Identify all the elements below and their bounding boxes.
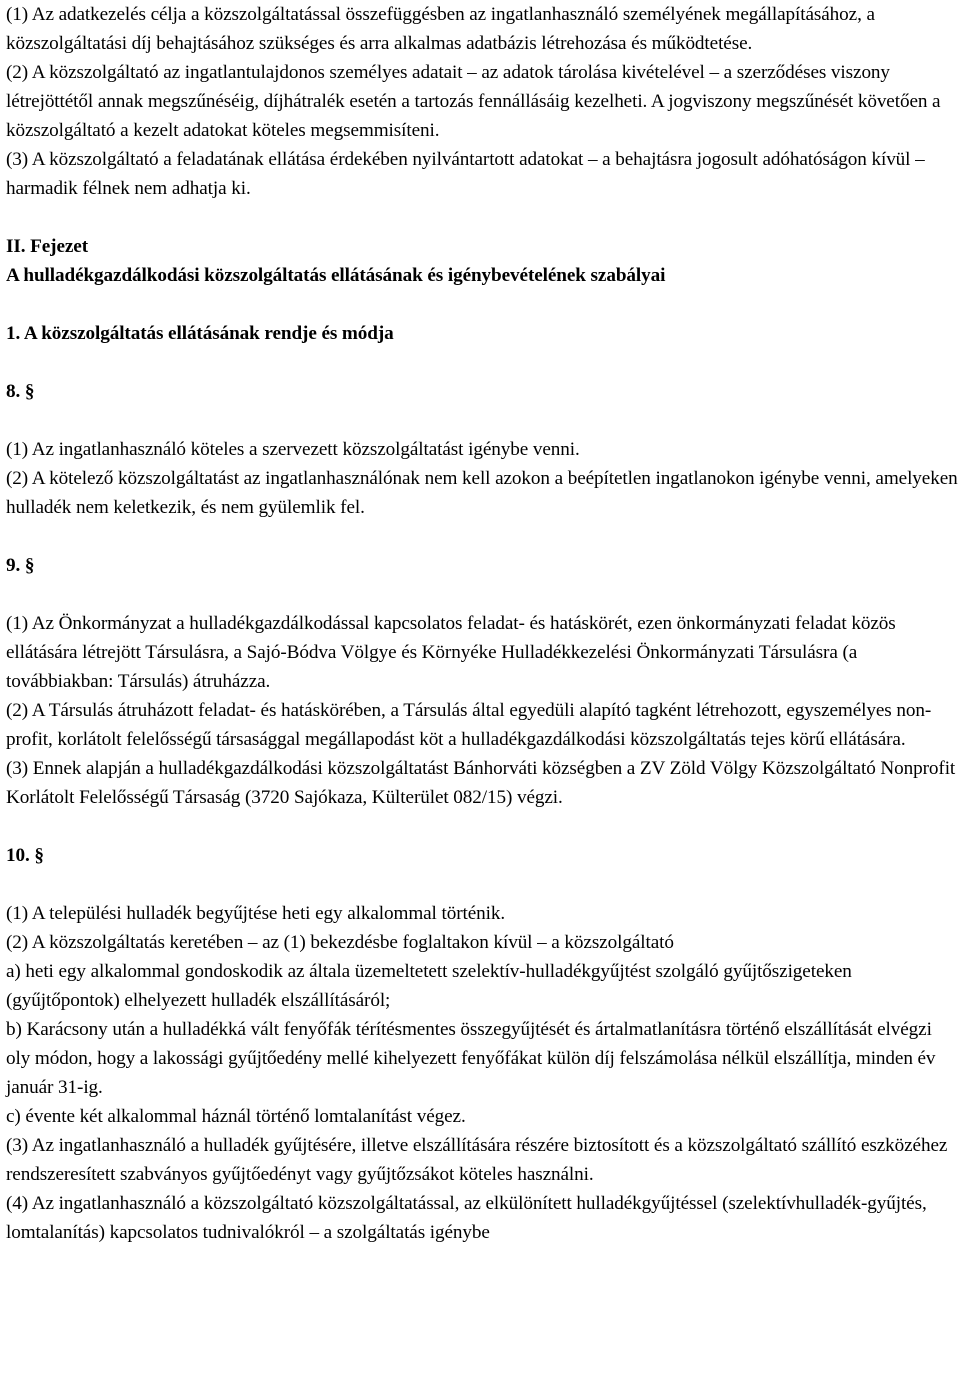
intro-paragraph-1: (1) Az adatkezelés célja a közszolgáltatással összefüggésben az ingatlanhasználó személyének megállapításához, a közszolgáltatási díj behajtásához szükséges és arra alkalmas adatbázis létrehozása és működtetése.	[6, 4, 875, 54]
section-sign: §	[24, 381, 35, 402]
intro-paragraph-3: (3) A közszolgáltató a feladatának ellátása érdekében nyilvántartott adatokat – a behajtásra jogosult adóhatóságon kívül – harmadik félnek nem adhatja ki.	[6, 149, 925, 199]
section-number: 8.	[6, 381, 21, 402]
document-body	[6, 0, 960, 1247]
section-heading-8	[6, 377, 960, 406]
section-9-paragraph-1: (1) Az Önkormányzat a hulladékgazdálkodással kapcsolatos feladat- és hatáskörét, ezen önkormányzati feladat közös ellátására létrejött Társulásra, a Sajó-Bódva Völgye és Környéke Hulladékkezelési Önkormányzati Társulásra (a továbbiakban: Társulás) átruházza.	[6, 613, 896, 692]
section-8-paragraph-2: (2) A kötelező közszolgáltatást az ingatlanhasználónak nem kell azokon a beépítetlen ingatlanokon igénybe venni, amelyeken hulladék nem keletkezik, és nem gyülemlik fel.	[6, 468, 958, 518]
section-heading-9	[6, 551, 960, 580]
spacer	[6, 406, 960, 435]
spacer	[6, 203, 960, 232]
section-10-item-a: a) heti egy alkalommal gondoskodik az általa üzemeltetett szelektív-hulladékgyűjtést szolgáló gyűjtőszigeteken (gyűjtőpontok) elhelyezett hulladék elszállításáról;	[6, 961, 852, 1011]
spacer	[6, 290, 960, 319]
intro-paragraph-2: (2) A közszolgáltató az ingatlantulajdonos személyes adatait – az adatok tárolása kivételével – a szerződéses viszony létrejöttétől annak megszűnéséig, díjhátralék esetén a tartozás fennállásáig kezelheti. A jogviszony megszűnését követően a közszolgáltató a kezelt adatokat köteles megsemmisíteni.	[6, 62, 941, 141]
spacer	[6, 348, 960, 377]
section-sign: §	[34, 845, 44, 866]
chapter-number: II. Fejezet	[6, 236, 88, 257]
spacer	[6, 870, 960, 899]
spacer	[6, 812, 960, 841]
spacer	[6, 580, 960, 609]
section-10-paragraph-1: (1) A települési hulladék begyűjtése heti egy alkalommal történik.	[6, 903, 506, 924]
subsection-title: 1. A közszolgáltatás ellátásának rendje és módja	[6, 323, 394, 344]
section-10-paragraph-2: (2) A közszolgáltatás keretében – az (1) bekezdésbe foglaltakon kívül – a közszolgáltató	[6, 932, 674, 953]
section-heading-10	[6, 841, 960, 870]
section-9-paragraph-3: (3) Ennek alapján a hulladékgazdálkodási közszolgáltatást Bánhorváti községben a ZV Zöld Völgy Közszolgáltató Nonprofit Korlátolt Felelősségű Társaság (3720 Sajókaza, Külterület 082/15) végzi.	[6, 758, 956, 808]
section-number: 10.	[6, 845, 30, 866]
section-sign: §	[24, 555, 35, 576]
section-9-paragraph-2: (2) A Társulás átruházott feladat- és hatáskörében, a Társulás által egyedüli alapító tagként létrehozott, egyszemélyes non-profit, korlátolt felelősségű társasággal megállapodást köt a hulladékgazdálkodási közszolgáltatás tejes körű ellátására.	[6, 700, 932, 750]
section-8-paragraph-1: (1) Az ingatlanhasználó köteles a szervezett közszolgáltatást igénybe venni.	[6, 439, 580, 460]
section-number: 9.	[6, 555, 21, 576]
chapter-title: A hulladékgazdálkodási közszolgáltatás ellátásának és igénybevételének szabályai	[6, 265, 666, 286]
section-10-paragraph-4: (4) Az ingatlanhasználó a közszolgáltató közszolgáltatással, az elkülönített hulladékgyűjtéssel (szelektívhulladék-gyűjtés, lomtalanítás) kapcsolatos tudnivalókról – a szolgáltatás igénybe	[6, 1193, 927, 1243]
section-10-item-b: b) Karácsony után a hulladékká vált fenyőfák térítésmentes összegyűjtését és ártalmatlanításra történő elszállítását elvégzi oly módon, hogy a lakossági gyűjtőedény mellé kihelyezett fenyőfákat külön díj felszámolása nélkül elszállítja, minden év január 31-ig.	[6, 1019, 936, 1098]
section-10-item-c: c) évente két alkalommal háznál történő lomtalanítást végez.	[6, 1106, 466, 1127]
section-10-paragraph-3: (3) Az ingatlanhasználó a hulladék gyűjtésére, illetve elszállítására részére biztosított és a közszolgáltató szállító eszközéhez rendszeresített szabványos gyűjtőedényt vagy gyűjtőzsákot köteles használni.	[6, 1135, 948, 1185]
spacer	[6, 522, 960, 551]
